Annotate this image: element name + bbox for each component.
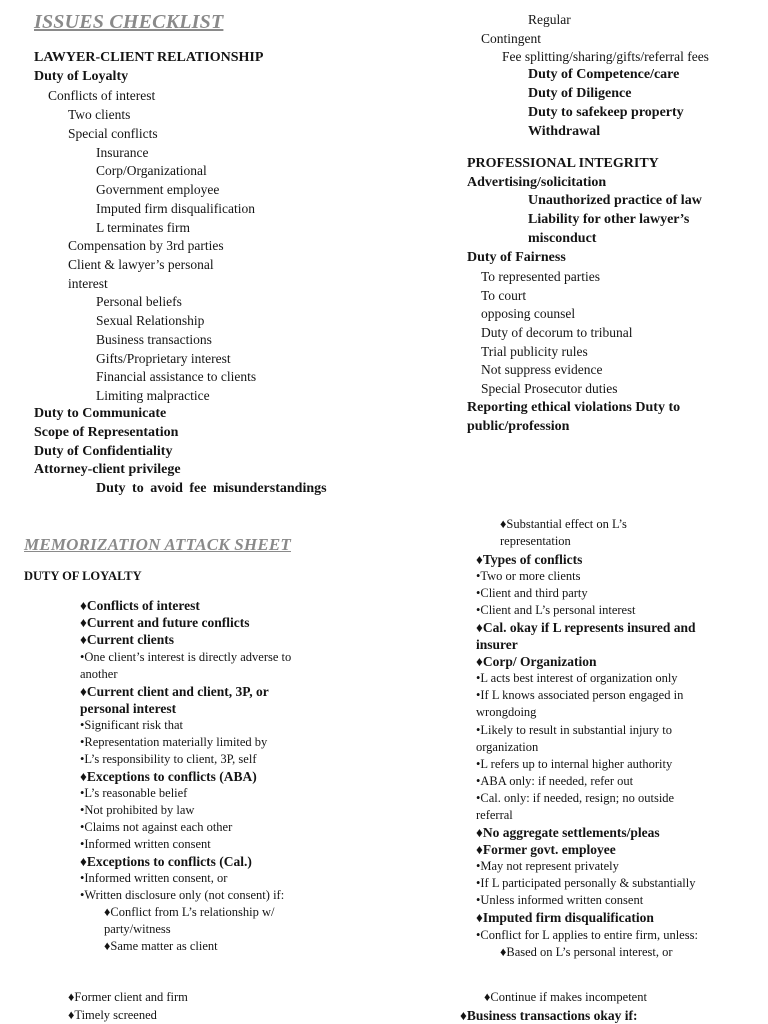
section-heading: PROFESSIONAL INTEGRITY (467, 156, 659, 171)
checklist-item: Scope of Representation (34, 425, 179, 440)
checklist-item: Sexual Relationship (96, 313, 205, 328)
memo-item: •Written disclosure only (not consent) if: (80, 888, 285, 902)
memo-item: •Likely to result in substantial injury to (476, 723, 673, 737)
memo-item: ♦Cal. okay if L represents insured and (476, 620, 696, 635)
checklist-item: Advertising/solicitation (467, 175, 607, 190)
checklist-item: Duty to safekeep property (528, 105, 684, 120)
memo-item: ♦Substantial effect on L’s (500, 517, 627, 531)
checklist-item: To represented parties (481, 269, 601, 284)
memo-item: •Claims not against each other (80, 820, 233, 834)
checklist-item: Not suppress evidence (481, 362, 603, 377)
memo-item: •Client and L’s personal interest (476, 603, 636, 617)
memo-item: ♦Same matter as client (104, 939, 218, 953)
memo-item: ♦No aggregate settlements/pleas (476, 825, 660, 840)
memo-item: another (80, 667, 118, 681)
memo-item: ♦Corp/ Organization (476, 654, 597, 669)
checklist-item: misconduct (528, 231, 597, 246)
memo-item: ♦Former client and firm (68, 990, 188, 1004)
memo-item: ♦Conflict from L’s relationship w/ (104, 905, 275, 919)
checklist-item: Two clients (68, 107, 131, 122)
checklist-item: Special conflicts (68, 126, 158, 141)
memo-item: •Informed written consent, or (80, 871, 228, 885)
memo-item: •Client and third party (476, 586, 588, 600)
memorization-subtitle: DUTY OF LOYALTY (24, 569, 142, 583)
memo-item: ♦Current client and client, 3P, or (80, 684, 269, 699)
checklist-item: Insurance (96, 145, 149, 160)
memo-item: •Unless informed written consent (476, 893, 644, 907)
memorization-sheet-title: MEMORIZATION ATTACK SHEET (24, 535, 291, 554)
memo-item: ♦Based on L’s personal interest, or (500, 945, 673, 959)
checklist-item: Government employee (96, 182, 220, 197)
memo-item: •May not represent privately (476, 859, 619, 873)
checklist-item: Unauthorized practice of law (528, 193, 702, 208)
checklist-item: opposing counsel (481, 306, 576, 321)
memo-item: •ABA only: if needed, refer out (476, 774, 634, 788)
memo-item: •Two or more clients (476, 569, 581, 583)
memo-item: •If L knows associated person engaged in (476, 688, 684, 702)
memo-item: •Significant risk that (80, 718, 183, 732)
checklist-item: Duty to Communicate (34, 406, 167, 421)
checklist-item: Reporting ethical violations Duty to (467, 400, 681, 415)
checklist-item: Liability for other lawyer’s (528, 212, 690, 227)
checklist-item: Trial publicity rules (481, 344, 588, 359)
memo-item: •Conflict for L applies to entire firm, unless: (476, 928, 698, 942)
memo-item: ♦Current and future conflicts (80, 615, 250, 630)
memo-item: representation (500, 534, 571, 548)
checklist-item: Conflicts of interest (48, 88, 156, 103)
section-heading: LAWYER-CLIENT RELATIONSHIP (34, 50, 264, 65)
memo-item: ♦Business transactions okay if: (460, 1008, 638, 1023)
checklist-item: Special Prosecutor duties (481, 381, 618, 396)
checklist-item: To court (481, 288, 527, 303)
checklist-item: Gifts/Proprietary interest (96, 351, 231, 366)
checklist-item: Client & lawyer’s personal (68, 257, 214, 272)
checklist-item: Attorney-client privilege (34, 462, 181, 477)
checklist-item: Duty of Diligence (528, 86, 632, 101)
checklist-item: Duty of Competence/care (528, 67, 680, 82)
memo-item: personal interest (80, 701, 177, 716)
memo-item: •Informed written consent (80, 837, 211, 851)
memo-item: •L’s reasonable belief (80, 786, 188, 800)
checklist-item: Duty of Loyalty (34, 69, 129, 84)
checklist-item: Contingent (481, 31, 541, 46)
checklist-item: Duty of decorum to tribunal (481, 325, 633, 340)
checklist-item: Duty of Fairness (467, 250, 566, 265)
memo-item: ♦Exceptions to conflicts (ABA) (80, 769, 257, 784)
checklist-item: Withdrawal (528, 124, 601, 139)
memo-item: ♦Types of conflicts (476, 552, 583, 567)
memo-item: •L acts best interest of organization only (476, 671, 678, 685)
checklist-item: Compensation by 3rd parties (68, 238, 224, 253)
checklist-item: L terminates firm (96, 220, 190, 235)
issues-checklist-title: ISSUES CHECKLIST (34, 11, 224, 33)
memo-item: •If L participated personally & substantially (476, 876, 696, 890)
memo-item: party/witness (104, 922, 171, 936)
memo-item: ♦Conflicts of interest (80, 598, 200, 613)
checklist-item: public/profession (467, 419, 570, 434)
memo-item: ♦Imputed firm disqualification (476, 910, 654, 925)
checklist-item: interest (68, 276, 108, 291)
memo-item: •Representation materially limited by (80, 735, 268, 749)
memo-item: ♦Timely screened (68, 1008, 157, 1022)
checklist-item: Limiting malpractice (96, 388, 210, 403)
checklist-item: Personal beliefs (96, 294, 182, 309)
memo-item: •L’s responsibility to client, 3P, self (80, 752, 257, 766)
memo-item: •One client’s interest is directly adverse to (80, 650, 292, 664)
memo-item: ♦Continue if makes incompetent (484, 990, 647, 1004)
memo-item: ♦Exceptions to conflicts (Cal.) (80, 854, 252, 869)
checklist-item: Duty to avoid fee misunderstandings (96, 481, 327, 496)
memo-item: •Not prohibited by law (80, 803, 195, 817)
checklist-item: Fee splitting/sharing/gifts/referral fees (502, 49, 709, 64)
checklist-item: Regular (528, 12, 571, 27)
checklist-item: Financial assistance to clients (96, 369, 257, 384)
memo-item: ♦Former govt. employee (476, 842, 616, 857)
checklist-item: Imputed firm disqualification (96, 201, 255, 216)
checklist-item: Corp/Organizational (96, 163, 207, 178)
memo-item: organization (476, 740, 539, 754)
checklist-item: Duty of Confidentiality (34, 444, 173, 459)
memo-item: ♦Current clients (80, 632, 174, 647)
checklist-item: Business transactions (96, 332, 212, 347)
memo-item: wrongdoing (476, 705, 537, 719)
memo-item: •L refers up to internal higher authority (476, 757, 673, 771)
memo-item: insurer (476, 637, 518, 652)
memo-item: •Cal. only: if needed, resign; no outside (476, 791, 675, 805)
memo-item: referral (476, 808, 513, 822)
